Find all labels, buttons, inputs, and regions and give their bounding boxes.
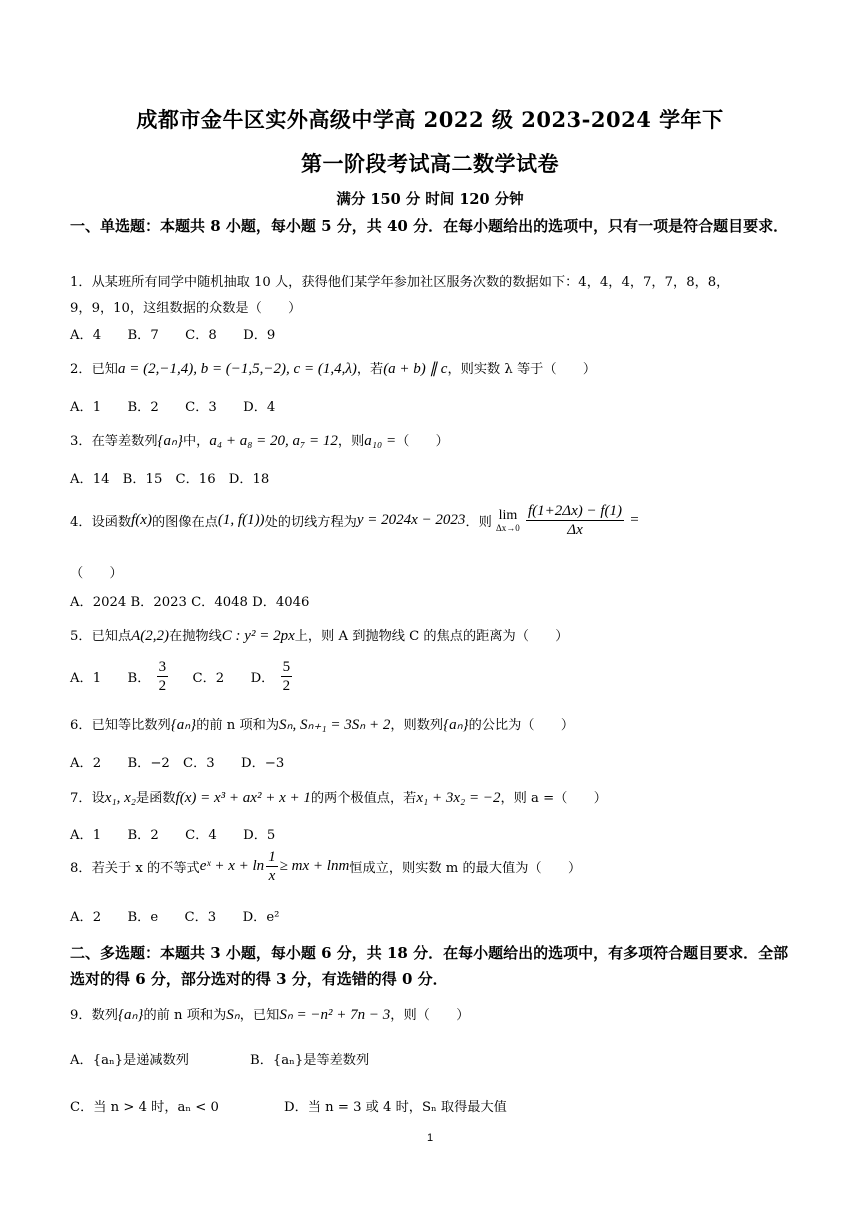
q5-options xyxy=(70,658,795,695)
q5-mid: 在抛物线 xyxy=(169,629,222,644)
q5-prefix: 5．已知点 xyxy=(70,629,132,644)
q5-option-a: A．1 xyxy=(70,671,102,686)
q4-limit xyxy=(496,509,520,533)
q2-prefix: 2．已知 xyxy=(70,362,118,377)
q5-d-denominator: 2 xyxy=(282,678,291,694)
q4-mid: 的图像在点 xyxy=(151,515,218,530)
q9-option-d: D．当 n = 3 或 4 时，Sₙ 取得最大值 xyxy=(284,1100,507,1115)
q7-condition: x₁ + 3x₂ = −2 xyxy=(416,790,501,806)
q4-stem xyxy=(70,502,795,539)
page-number: 1 xyxy=(426,1132,434,1144)
q3-stem xyxy=(70,430,795,450)
q9-sn: Sₙ xyxy=(226,1007,240,1023)
exam-meta: 满分 150 分 时间 120 分钟 xyxy=(336,191,524,208)
q6-suffix: 的公比为（ ） xyxy=(468,718,575,733)
q2-suffix: ，则实数 λ 等于（ ） xyxy=(447,362,597,377)
q8-inequality-right: ≥ mx + lnm xyxy=(279,858,350,874)
q9-options-cd xyxy=(70,1096,795,1115)
q6-sequence2: {aₙ} xyxy=(443,717,469,733)
q4-prefix: 4．设函数 xyxy=(70,515,132,530)
q7-options: A．1 B．2 C．4 D．5 xyxy=(70,828,276,843)
section1-heading: 一、单选题：本题共 8 小题，每小题 5 分，共 40 分．在每小题给出的选项中，只有一项是符合题目要求． xyxy=(70,217,789,235)
q7-function: f(x) = x³ + ax² + x + 1 xyxy=(175,790,311,806)
q6-sequence: {aₙ} xyxy=(170,717,197,733)
q8-fraction xyxy=(266,848,278,885)
q5-curve: C : y² = 2px xyxy=(221,628,295,644)
q7-suffix: ，则 a =（ ） xyxy=(500,791,607,806)
q8-prefix: 8．若关于 x 的不等式 xyxy=(70,861,200,876)
q5-stem xyxy=(70,625,795,645)
section2-heading: 二、多选题：本题共 3 小题，每小题 6 分，共 18 分．在每小题给出的选项中，有多项符合题目要求．全部选对的得 6 分，部分选对的得 3 分，有选错的得 0 分． xyxy=(70,944,789,988)
q4-mid3: ．则 xyxy=(465,515,492,530)
q3-target: a₁₀ = xyxy=(364,433,397,449)
q7-mid: 是函数 xyxy=(136,791,176,806)
q9-mid2: ，已知 xyxy=(239,1008,280,1023)
q4-point: (1, f(1)) xyxy=(217,512,265,528)
q9-equation: Sₙ = −n² + 7n − 3 xyxy=(279,1007,391,1023)
q5-b-denominator: 2 xyxy=(158,678,167,694)
q2-stem xyxy=(70,358,795,378)
q5-option-c: C．2 xyxy=(192,671,225,686)
exam-title-line1: 成都市金牛区实外高级中学高 2022 级 2023-2024 学年下 xyxy=(136,107,724,132)
q4-tangent-equation: y = 2024x − 2023 xyxy=(356,512,466,528)
q8-options: A．2 B．e C．3 D．e² xyxy=(70,910,280,925)
q5-d-numerator: 5 xyxy=(282,659,291,675)
q9-stem xyxy=(70,1004,795,1024)
q4-fraction xyxy=(526,502,624,539)
q8-stem xyxy=(70,848,795,885)
q4-denominator: Δx xyxy=(567,522,583,538)
q3-prefix: 3．在等差数列 xyxy=(70,434,158,449)
q3-options: A．14 B．15 C．16 D．18 xyxy=(70,472,270,487)
q9-options-ab xyxy=(70,1049,795,1068)
q9-option-c: C．当 n > 4 时，aₙ < 0 xyxy=(70,1100,219,1115)
q5-option-b-fraction xyxy=(157,658,169,695)
q4-lim-word: lim xyxy=(498,507,518,523)
q7-mid2: 的两个极值点，若 xyxy=(310,791,417,806)
q6-prefix: 6．已知等比数列 xyxy=(70,718,171,733)
q3-mid2: ，则 xyxy=(337,434,365,449)
q5-suffix: 上，则 A 到抛物线 C 的焦点的距离为（ ） xyxy=(294,629,569,644)
q6-condition: Sₙ, Sₙ₊₁ = 3Sₙ + 2 xyxy=(279,717,391,733)
q6-options: A．2 B．−2 C．3 D．−3 xyxy=(70,756,285,771)
q8-frac-denominator: x xyxy=(268,868,276,884)
q5-option-b-label: B． xyxy=(127,671,151,686)
q8-inequality-left: eˣ + x + ln xyxy=(199,858,265,874)
q4-equals: = xyxy=(630,512,639,528)
q4-mid2: 处的切线方程为 xyxy=(264,515,357,530)
q2-vectors: a = (2,−1,4), b = (−1,5,−2), c = (1,4,λ) xyxy=(117,361,357,377)
q3-mid: 中， xyxy=(183,434,210,449)
q5-point: A(2,2) xyxy=(131,628,170,644)
q2-options: A．1 B．2 C．3 D．4 xyxy=(70,400,276,415)
q2-mid: ，若 xyxy=(356,362,384,377)
q3-suffix: （ ） xyxy=(396,434,449,449)
q4-function: f(x) xyxy=(131,512,152,528)
q1-stem-line2: 9，9，10，这组数据的众数是（ ） xyxy=(70,301,302,316)
q7-prefix: 7．设 xyxy=(70,791,105,806)
q9-suffix: ，则（ ） xyxy=(390,1008,470,1023)
q5-option-d-label: D． xyxy=(250,671,275,686)
q4-options: A．2024 B．2023 C．4048 D．4046 xyxy=(70,595,310,610)
q6-mid: 的前 n 项和为 xyxy=(196,718,280,733)
q3-sequence: {aₙ} xyxy=(157,433,183,449)
q9-mid: 的前 n 项和为 xyxy=(143,1008,227,1023)
q4-paren: （ ） xyxy=(70,566,123,581)
q5-b-numerator: 3 xyxy=(158,659,167,675)
q9-prefix: 9．数列 xyxy=(70,1008,118,1023)
q1-stem-line1: 1．从某班所有同学中随机抽取 10 人，获得他们某学年参加社区服务次数的数据如下：4，4，4，7，7，8，8， xyxy=(70,275,730,290)
q8-suffix: 恒成立，则实数 m 的最大值为（ ） xyxy=(349,861,582,876)
q5-option-d-fraction xyxy=(281,658,293,695)
q7-vars: x₁, x₂ xyxy=(104,790,137,806)
q4-lim-subscript: Δx→0 xyxy=(496,522,520,533)
q3-condition: a₄ + a₈ = 20, a₇ = 12 xyxy=(209,433,338,449)
q2-condition: (a + b) ∥ c xyxy=(383,361,448,377)
q9-option-b: B．{aₙ}是等差数列 xyxy=(250,1053,370,1068)
q7-stem xyxy=(70,787,795,807)
q8-frac-numerator: 1 xyxy=(268,849,276,865)
q1-options: A．4 B．7 C．8 D．9 xyxy=(70,328,276,343)
q6-mid2: ，则数列 xyxy=(390,718,444,733)
q9-sequence: {aₙ} xyxy=(117,1007,144,1023)
q4-numerator: f(1+2Δx) − f(1) xyxy=(528,503,623,519)
q9-option-a: A．{aₙ}是递减数列 xyxy=(70,1053,189,1068)
exam-title-line2: 第一阶段考试高二数学试卷 xyxy=(301,151,559,176)
q6-stem xyxy=(70,714,795,734)
